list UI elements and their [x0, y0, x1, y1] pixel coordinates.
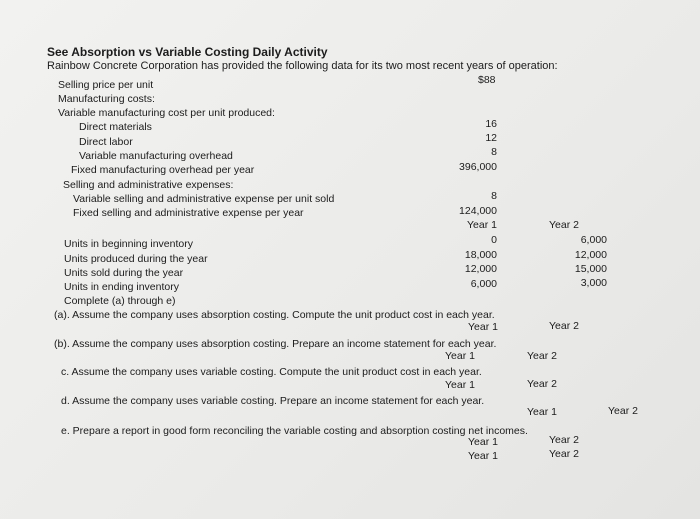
part-e-question: e. Prepare a report in good form reconciling the variable costing and absorption costing net incomes. — [61, 425, 528, 437]
direct-labor-label: Direct labor — [79, 136, 133, 148]
part-d-year1: Year 1 — [527, 406, 557, 418]
part-e-year2: Year 2 — [549, 434, 579, 446]
part-c-question: c. Assume the company uses variable costing. Compute the unit product cost in each year. — [61, 366, 482, 378]
part-a-year1: Year 1 — [468, 321, 498, 333]
part-d-year2: Year 2 — [608, 405, 638, 417]
fixed-overhead-label: Fixed manufacturing overhead per year — [71, 164, 255, 176]
units-year1-header: Year 1 — [467, 219, 497, 231]
units-row-year1: 18,000 — [464, 249, 497, 261]
units-row-year1: 0 — [491, 234, 497, 246]
variable-overhead-value: 8 — [491, 146, 497, 158]
part-e-year2-second: Year 2 — [549, 448, 579, 460]
selling-price-label: Selling price per unit — [58, 79, 154, 91]
units-row-label: Units in ending inventory — [64, 281, 179, 293]
direct-labor-value: 12 — [485, 132, 497, 144]
variable-sga-label: Variable selling and administrative expense per unit sold — [73, 193, 335, 205]
part-b-question: (b). Assume the company uses absorption costing. Prepare an income statement for each year. — [54, 338, 497, 350]
variable-overhead-label: Variable manufacturing overhead — [79, 150, 233, 162]
units-row-year2: 3,000 — [580, 277, 607, 289]
part-a-question: (a). Assume the company uses absorption costing. Compute the unit product cost in each year. — [54, 309, 495, 321]
variable-mfg-label: Variable manufacturing cost per unit produced: — [58, 107, 275, 119]
instructions-text: Complete (a) through e) — [64, 295, 176, 307]
intro-text: Rainbow Concrete Corporation has provided the following data for its two most recent years of operation: — [47, 60, 558, 72]
part-b-year1: Year 1 — [445, 350, 475, 362]
units-row-label: Units in beginning inventory — [64, 238, 193, 250]
units-row-year1: 12,000 — [464, 263, 497, 275]
units-year2-header: Year 2 — [549, 219, 579, 231]
fixed-overhead-value: 396,000 — [459, 161, 497, 173]
units-row-year2: 12,000 — [574, 249, 607, 261]
part-c-year1: Year 1 — [445, 379, 475, 391]
fixed-sga-value: 124,000 — [459, 205, 497, 217]
variable-sga-value: 8 — [491, 190, 497, 202]
fixed-sga-label: Fixed selling and administrative expense per year — [73, 207, 304, 219]
part-d-question: d. Assume the company uses variable costing. Prepare an income statement for each year. — [61, 395, 485, 407]
part-c-year2: Year 2 — [527, 378, 557, 390]
page-title: See Absorption vs Variable Costing Daily Activity — [47, 45, 328, 59]
direct-materials-value: 16 — [485, 118, 497, 130]
manufacturing-costs-label: Manufacturing costs: — [58, 93, 155, 105]
selling-price-value: $88 — [478, 74, 496, 86]
sga-label: Selling and administrative expenses: — [63, 179, 234, 191]
direct-materials-label: Direct materials — [79, 121, 152, 133]
units-row-year2: 15,000 — [574, 263, 607, 275]
units-row-label: Units sold during the year — [64, 267, 184, 279]
part-b-year2: Year 2 — [527, 350, 557, 362]
units-row-label: Units produced during the year — [64, 253, 208, 265]
part-a-year2: Year 2 — [549, 320, 579, 332]
units-row-year2: 6,000 — [580, 234, 607, 246]
units-row-year1: 6,000 — [470, 278, 497, 290]
part-e-year1-second: Year 1 — [468, 450, 498, 462]
part-e-year1: Year 1 — [468, 436, 498, 448]
